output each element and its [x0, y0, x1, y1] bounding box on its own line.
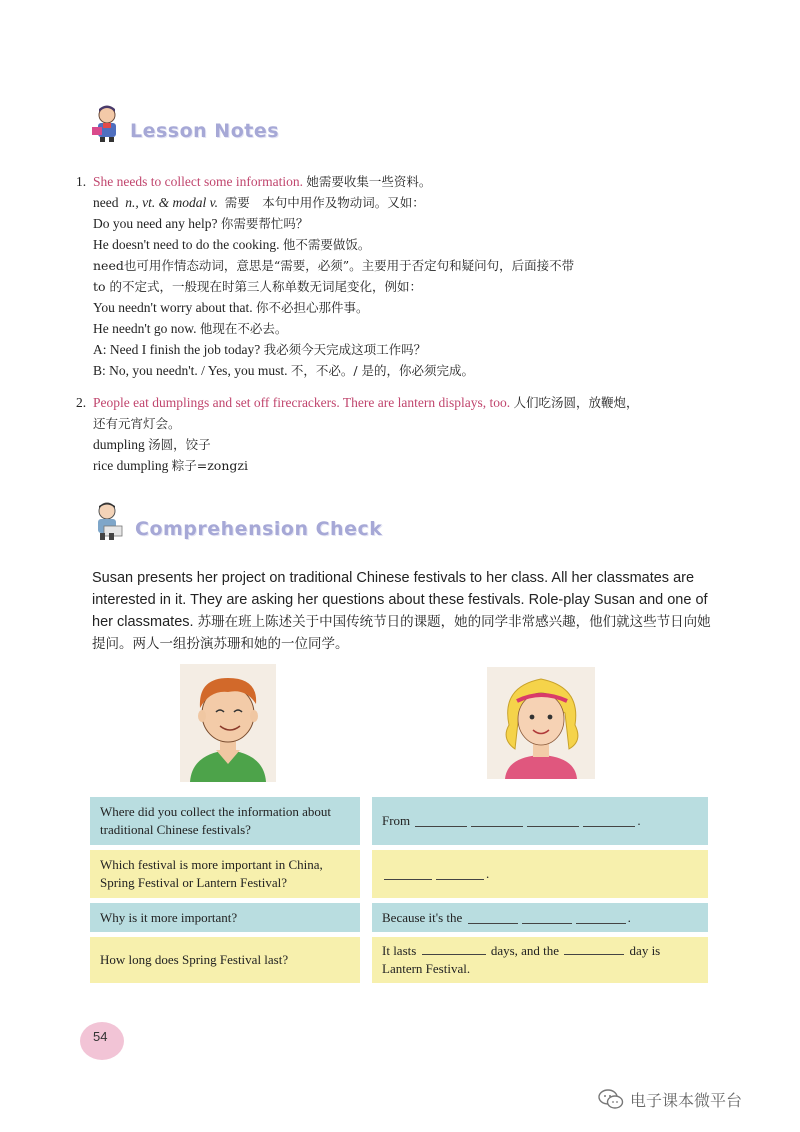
answer-text: day is [629, 943, 661, 958]
answer-text: It lasts [382, 943, 417, 958]
note-sentence: People eat dumplings and set off firecrackers. There are lantern displays, too. [93, 395, 511, 410]
question-text: How long does Spring Festival last? [100, 952, 289, 967]
note-2 [76, 392, 733, 476]
answer-suffix: . [627, 909, 631, 925]
answer-blank[interactable] [471, 815, 523, 827]
example-translation: 他现在不必去。 [199, 321, 288, 336]
answer-text: days, and the [490, 943, 560, 958]
answer-suffix: . [486, 866, 490, 881]
answer-blank[interactable] [576, 912, 626, 924]
vocab-gloss: 需要 本句中用作及物动词。又如： [224, 195, 425, 210]
example-translation: 你不必担心那件事。 [256, 300, 369, 315]
note-sentence-zh: 人们吃汤圆，放鞭炮， [513, 395, 639, 410]
answer-blank[interactable] [415, 815, 467, 827]
answer-cell[interactable] [372, 903, 708, 932]
answer-blank[interactable] [436, 868, 484, 880]
girl-illustration [487, 667, 595, 779]
answer-suffix: . [637, 813, 641, 828]
question-cell [90, 850, 360, 898]
answer-prefix: From [382, 813, 411, 828]
boy-illustration [180, 664, 276, 782]
vocab-word: need [93, 195, 119, 210]
question-cell [90, 797, 360, 845]
answer-blank[interactable] [468, 912, 518, 924]
answer-cell[interactable] [372, 797, 708, 845]
example-sentence: B: No, you needn't. / Yes, you must. [93, 363, 288, 378]
question-cell [90, 903, 360, 932]
note-sentence-zh: 还有元宵灯会。 [93, 416, 181, 431]
answer-text: Lantern Festival. [382, 961, 471, 976]
example-sentence: You needn't worry about that. [93, 300, 253, 315]
vocab-word: rice dumpling [93, 458, 169, 473]
note-number: 1. [76, 174, 87, 189]
example-sentence: He doesn't need to do the cooking. [93, 237, 280, 252]
question-text: Where did you collect the information about traditional Chinese festivals? [100, 804, 332, 837]
answer-blank[interactable] [583, 815, 635, 827]
grammar-explanation: need也可用作情态动词，意思是“需要，必须”。主要用于否定句和疑问句，后面接不带 [93, 258, 575, 273]
instructions-en: Susan presents her project on traditional Chinese festivals to her class. All her classmates are interested in it. They are asking her questions about these festivals. Role-play Susan and one of her classmates. [92, 570, 708, 630]
page-number: 54 [93, 1029, 108, 1044]
answer-blank[interactable] [422, 943, 486, 955]
example-translation: 不，不必。/ 是的，你必须完成。 [290, 363, 475, 378]
answer-blank[interactable] [564, 943, 624, 955]
example-sentence: He needn't go now. [93, 321, 197, 336]
note-number: 2. [76, 395, 87, 410]
note-sentence: She needs to collect some information. [93, 174, 303, 189]
question-text: Why is it more important? [100, 909, 238, 925]
answer-cell[interactable] [372, 850, 708, 898]
example-translation: 他不需要做饭。 [282, 237, 371, 252]
watermark-text: 电子课本微平台 [630, 1091, 743, 1110]
example-sentence: A: Need I finish the job today? [93, 342, 261, 357]
example-sentence: Do you need any help? [93, 216, 218, 231]
example-translation: 我必须今天完成这项工作吗？ [263, 342, 427, 357]
answer-cell[interactable] [372, 937, 708, 983]
question-text: Which festival is more important in China, Spring Festival or Lantern Festival? [100, 857, 323, 890]
lesson-notes-heading: Lesson Notes [130, 120, 280, 142]
vocab-gloss: 汤圆，饺子 [148, 437, 211, 452]
answer-blank[interactable] [527, 815, 579, 827]
comprehension-check-heading: Comprehension Check [135, 518, 383, 540]
exercise-instructions [92, 567, 712, 655]
comprehension-check-icon [90, 500, 128, 542]
note-sentence-zh: 她需要收集一些资料。 [306, 174, 432, 189]
lesson-notes-icon [90, 103, 124, 143]
part-of-speech: n., vt. & modal v. [125, 195, 218, 210]
wechat-icon [598, 1088, 624, 1110]
answer-prefix: Because it's the [382, 909, 463, 925]
example-translation: 你需要帮忙吗？ [220, 216, 309, 231]
answer-blank[interactable] [384, 868, 432, 880]
answer-blank[interactable] [522, 912, 572, 924]
instructions-zh: 苏珊在班上陈述关于中国传统节日的课题，她的同学非常感兴趣，他们就这些节日向她提问。两人一组扮演苏珊和她的一位同学。 [92, 614, 711, 652]
vocab-gloss: 粽子=zongzi [171, 458, 248, 473]
note-1 [76, 171, 733, 381]
question-cell [90, 937, 360, 983]
grammar-explanation: to 的不定式，一般现在时第三人称单数无词尾变化，例如： [93, 279, 423, 294]
vocab-word: dumpling [93, 437, 145, 452]
